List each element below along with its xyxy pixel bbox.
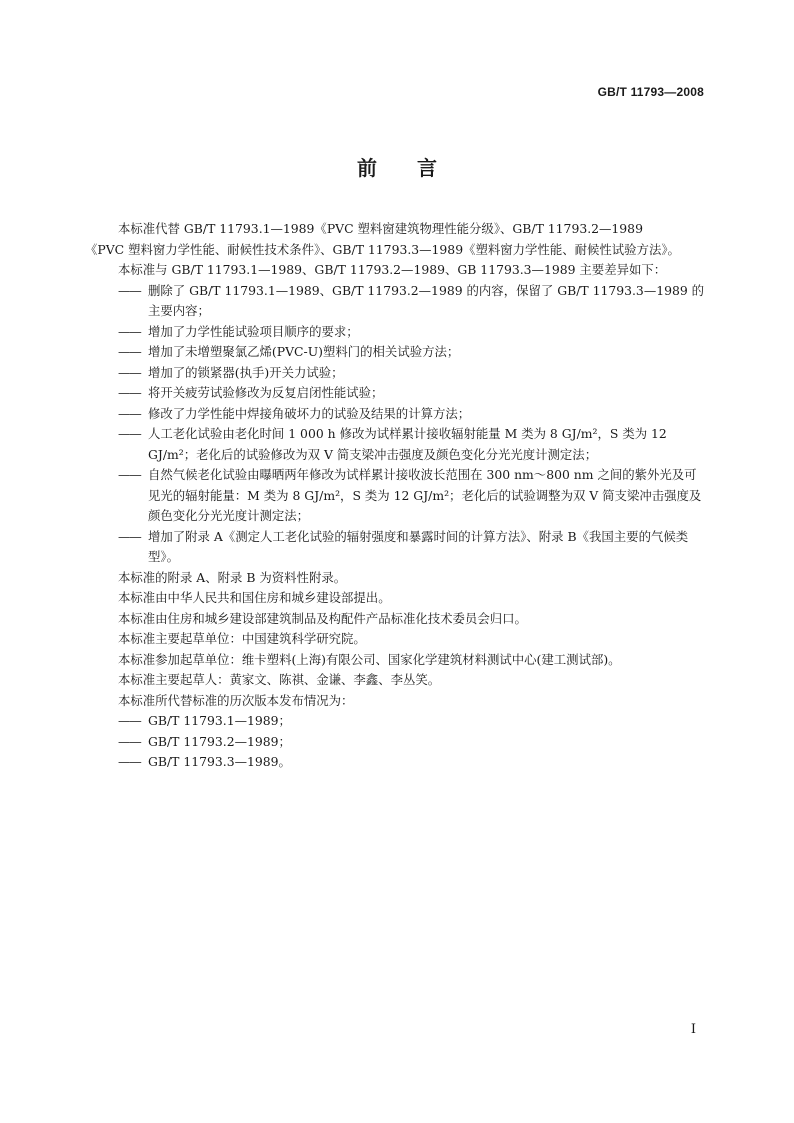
list-item	[118, 383, 708, 404]
standard-code: GB/T 11793—2008	[597, 85, 704, 99]
paragraph-supersede-cont	[85, 240, 708, 261]
document-body	[85, 219, 708, 773]
dash-marker: ——	[118, 754, 141, 769]
list-item	[118, 465, 708, 527]
paragraph-proposer: 本标准由中华人民共和国住房和城乡建设部提出。	[118, 590, 391, 605]
dash-marker: ——	[118, 405, 141, 421]
list-item-text: 人工老化试验由老化时间 1 000 h 修改为试样累计接收辐射能量 M 类为 8 GJ/m²，S 类为 12 GJ/m²；老化后的试验修改为双 V 简支梁冲击强度及颜色变化分光光度计测定法；	[148, 426, 667, 462]
dash-marker: ——	[118, 713, 141, 728]
history-item	[118, 732, 708, 753]
dash-marker: ——	[118, 385, 141, 400]
paragraph-drafters: 本标准主要起草人：黄家文、陈祺、金谦、李鑫、李丛笑。	[118, 672, 441, 687]
page-title: 前言	[357, 156, 477, 180]
paragraph-drafting-unit: 本标准主要起草单位：中国建筑科学研究院。	[118, 631, 366, 646]
list-item-text: 将开关疲劳试验修改为反复启闭性能试验；	[148, 385, 384, 400]
paragraph-participating-units: 本标准参加起草单位：维卡塑料(上海)有限公司、国家化学建筑材料测试中心(建工测试部)。	[118, 651, 621, 667]
history-item	[118, 711, 708, 732]
dash-marker: ——	[118, 344, 141, 359]
page-number: I	[690, 1022, 696, 1037]
dash-marker: ——	[118, 467, 141, 482]
history-item-text: GB/T 11793.2—1989；	[148, 733, 291, 749]
paragraph-supersede-line1: 本标准代替 GB/T 11793.1—1989《PVC 塑料窗建筑物理性能分级》、GB/T 11793.2—1989	[118, 221, 643, 236]
history-item-text: GB/T 11793.1—1989；	[148, 713, 291, 728]
history-item-text: GB/T 11793.3—1989。	[148, 754, 291, 769]
paragraph-history: 本标准所代替标准的历次版本发布情况为：	[118, 692, 354, 708]
dash-marker: ——	[118, 426, 141, 441]
list-item	[118, 404, 708, 425]
list-item-text: 增加了未增塑聚氯乙烯(PVC-U)塑料门的相关试验方法；	[148, 344, 460, 359]
dash-marker: ——	[118, 323, 141, 339]
dash-marker: ——	[118, 528, 141, 544]
paragraph-annex: 本标准的附录 A、附录 B 为资料性附录。	[118, 569, 347, 585]
paragraph-supersede-line2: 《PVC 塑料窗力学性能、耐候性技术条件》、GB/T 11793.3—1989《塑料窗力学性能、耐候性试验方法》。	[85, 241, 680, 257]
dash-marker: ——	[118, 364, 141, 380]
paragraph-committee: 本标准由住房和城乡建设部建筑制品及构配件产品标准化技术委员会归口。	[118, 610, 527, 626]
list-item	[118, 342, 708, 363]
paragraph-supersede	[118, 219, 708, 240]
list-item	[118, 424, 708, 465]
list-item-text: 增加了力学性能试验项目顺序的要求；	[148, 323, 359, 339]
list-item	[118, 322, 708, 343]
list-item-text: 修改了力学性能中焊接角破坏力的试验及结果的计算方法；	[148, 405, 471, 421]
list-item-text: 自然气候老化试验由曝晒两年修改为试样累计接收波长范围在 300 nm～800 nm 之间的紫外光及可见光的辐射能量：M 类为 8 GJ/m²，S 类为 12 GJ/m²；老化后的试验调整为双 V 简支梁冲击强度及颜色变化分光光度计测定法；	[148, 467, 702, 523]
dash-marker: ——	[118, 733, 141, 749]
history-item	[118, 752, 708, 773]
paragraph-differences: 本标准与 GB/T 11793.1—1989、GB/T 11793.2—1989、GB 11793.3—1989 主要差异如下：	[118, 262, 667, 277]
list-item-text: 删除了 GB/T 11793.1—1989、GB/T 11793.2—1989 的内容，保留了 GB/T 11793.3—1989 的主要内容；	[148, 282, 705, 318]
list-item	[118, 527, 708, 568]
dash-marker: ——	[118, 282, 141, 298]
list-item	[118, 363, 708, 384]
list-item-text: 增加了附录 A《测定人工老化试验的辐射强度和暴露时间的计算方法》、附录 B《我国主要的气候类型》。	[148, 528, 689, 564]
list-item	[118, 281, 708, 322]
list-item-text: 增加了的锁紧器(执手)开关力试验；	[148, 364, 344, 380]
